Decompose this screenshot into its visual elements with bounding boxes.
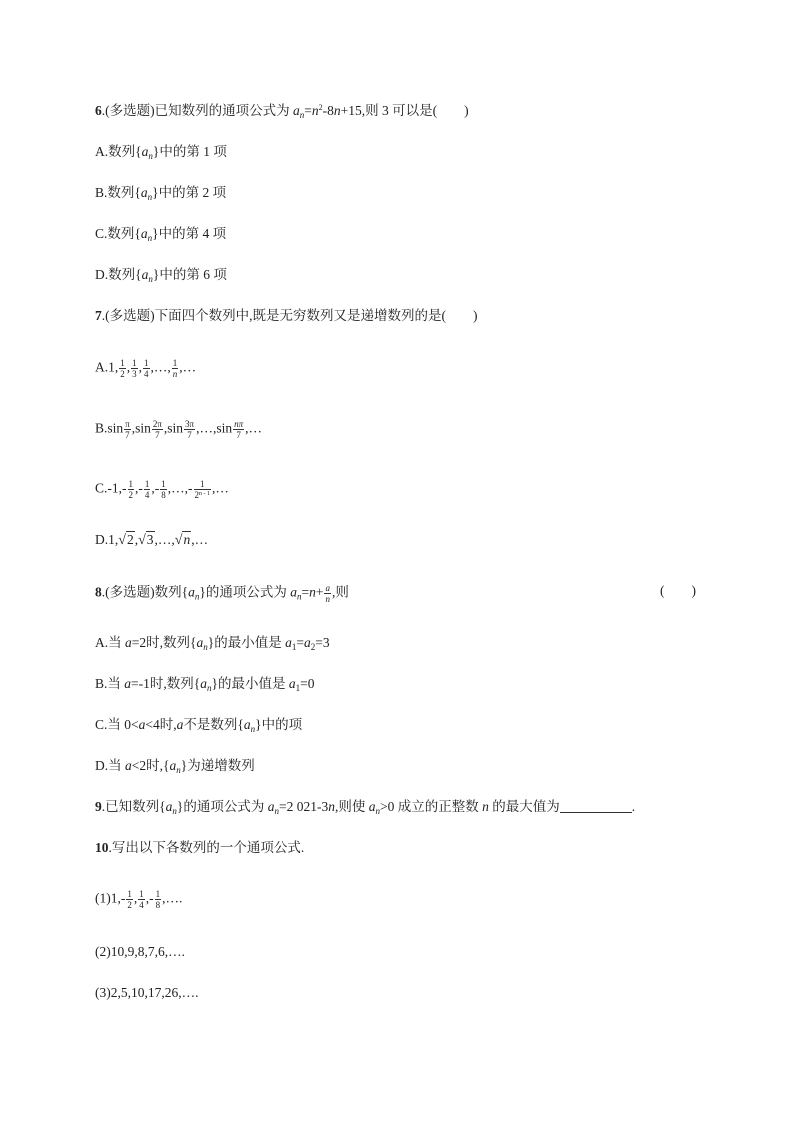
question-8-stem: 8.(多选题)数列$\{a_n\}$的通项公式为 $a_n=n+$ $\frac{a}{n}$ ,则 (95, 583, 349, 604)
question-7-option-d: D.1,√2,√3,…,√n,… (95, 532, 209, 548)
question-7-option-a: A.1, $\frac{1}{2}$ , $\frac{1}{3}$ , $\frac{1}{4}$ ,…, $\frac{1}{n}$ ,… (95, 358, 197, 379)
question-8-option-c: C.当 0<a<4时,a不是数列$\{a_n\}$中的项 (95, 717, 303, 734)
question-number: 9 (95, 799, 102, 814)
question-number: 7 (95, 308, 102, 323)
question-10-stem: 10.写出以下各数列的一个通项公式. (95, 840, 305, 855)
question-10-part-1: (1)1,- $\frac{1}{2}$ , $\frac{1}{4}$ ,- $\frac{1}{8}$ ,…. (95, 889, 183, 910)
question-6-option-c: C.数列$\{a_n\}$中的第 4 项 (95, 226, 227, 243)
question-8-option-b: B.当 a=-1时,数列$\{a_n\}$的最小值是 $a_1=0$ (95, 676, 315, 693)
question-6-stem: 6.(多选题)已知数列的通项公式为 $a_n=n^2-8n+15$,则 3 可以是( ) (95, 103, 469, 120)
question-6-option-a: A.数列$\{a_n\}$中的第 1 项 (95, 144, 227, 161)
question-9-stem: 9.已知数列$\{a_n\}$的通项公式为 $a_n=2$ 021-3n,则使 $a_n>0$ 成立的正整数 n 的最大值为 . (95, 799, 636, 816)
question-8-option-d: D.当 a<2时$,\{a_n\}$为递增数列 (95, 758, 255, 775)
question-10-part-3: (3)2,5,10,17,26,…. (95, 985, 199, 1000)
question-number: 8 (95, 584, 102, 600)
question-6-option-d: D.数列$\{a_n\}$中的第 6 项 (95, 267, 227, 284)
question-10-part-2: (2)10,9,8,7,6,…. (95, 944, 185, 959)
question-6-option-b: B.数列$\{a_n\}$中的第 2 项 (95, 185, 227, 202)
question-8-option-a: A.当 a=2时,数列$\{a_n\}$的最小值是 $a_1=a_2=3$ (95, 635, 330, 652)
answer-paren: ( ) (660, 583, 696, 598)
question-number: 10 (95, 840, 109, 855)
question-7-option-b: B.sin $\frac{\pi}{7}$ ,sin $\frac{2\pi}{7}$ ,sin $\frac{3\pi}{7}$ ,…,sin $\frac{n\pi}{7}$ ,… (95, 419, 262, 440)
question-7-stem: 7.(多选题)下面四个数列中,既是无穷数列又是递增数列的是( ) (95, 308, 478, 323)
answer-blank[interactable] (560, 798, 632, 813)
question-number: 6 (95, 103, 102, 118)
question-7-option-c: C.-1,- $\frac{1}{2}$ ,- $\frac{1}{4}$ ,- $\frac{1}{8}$ ,…,- $\frac{1}{2^{n - 1}}$ ,… (95, 479, 229, 500)
